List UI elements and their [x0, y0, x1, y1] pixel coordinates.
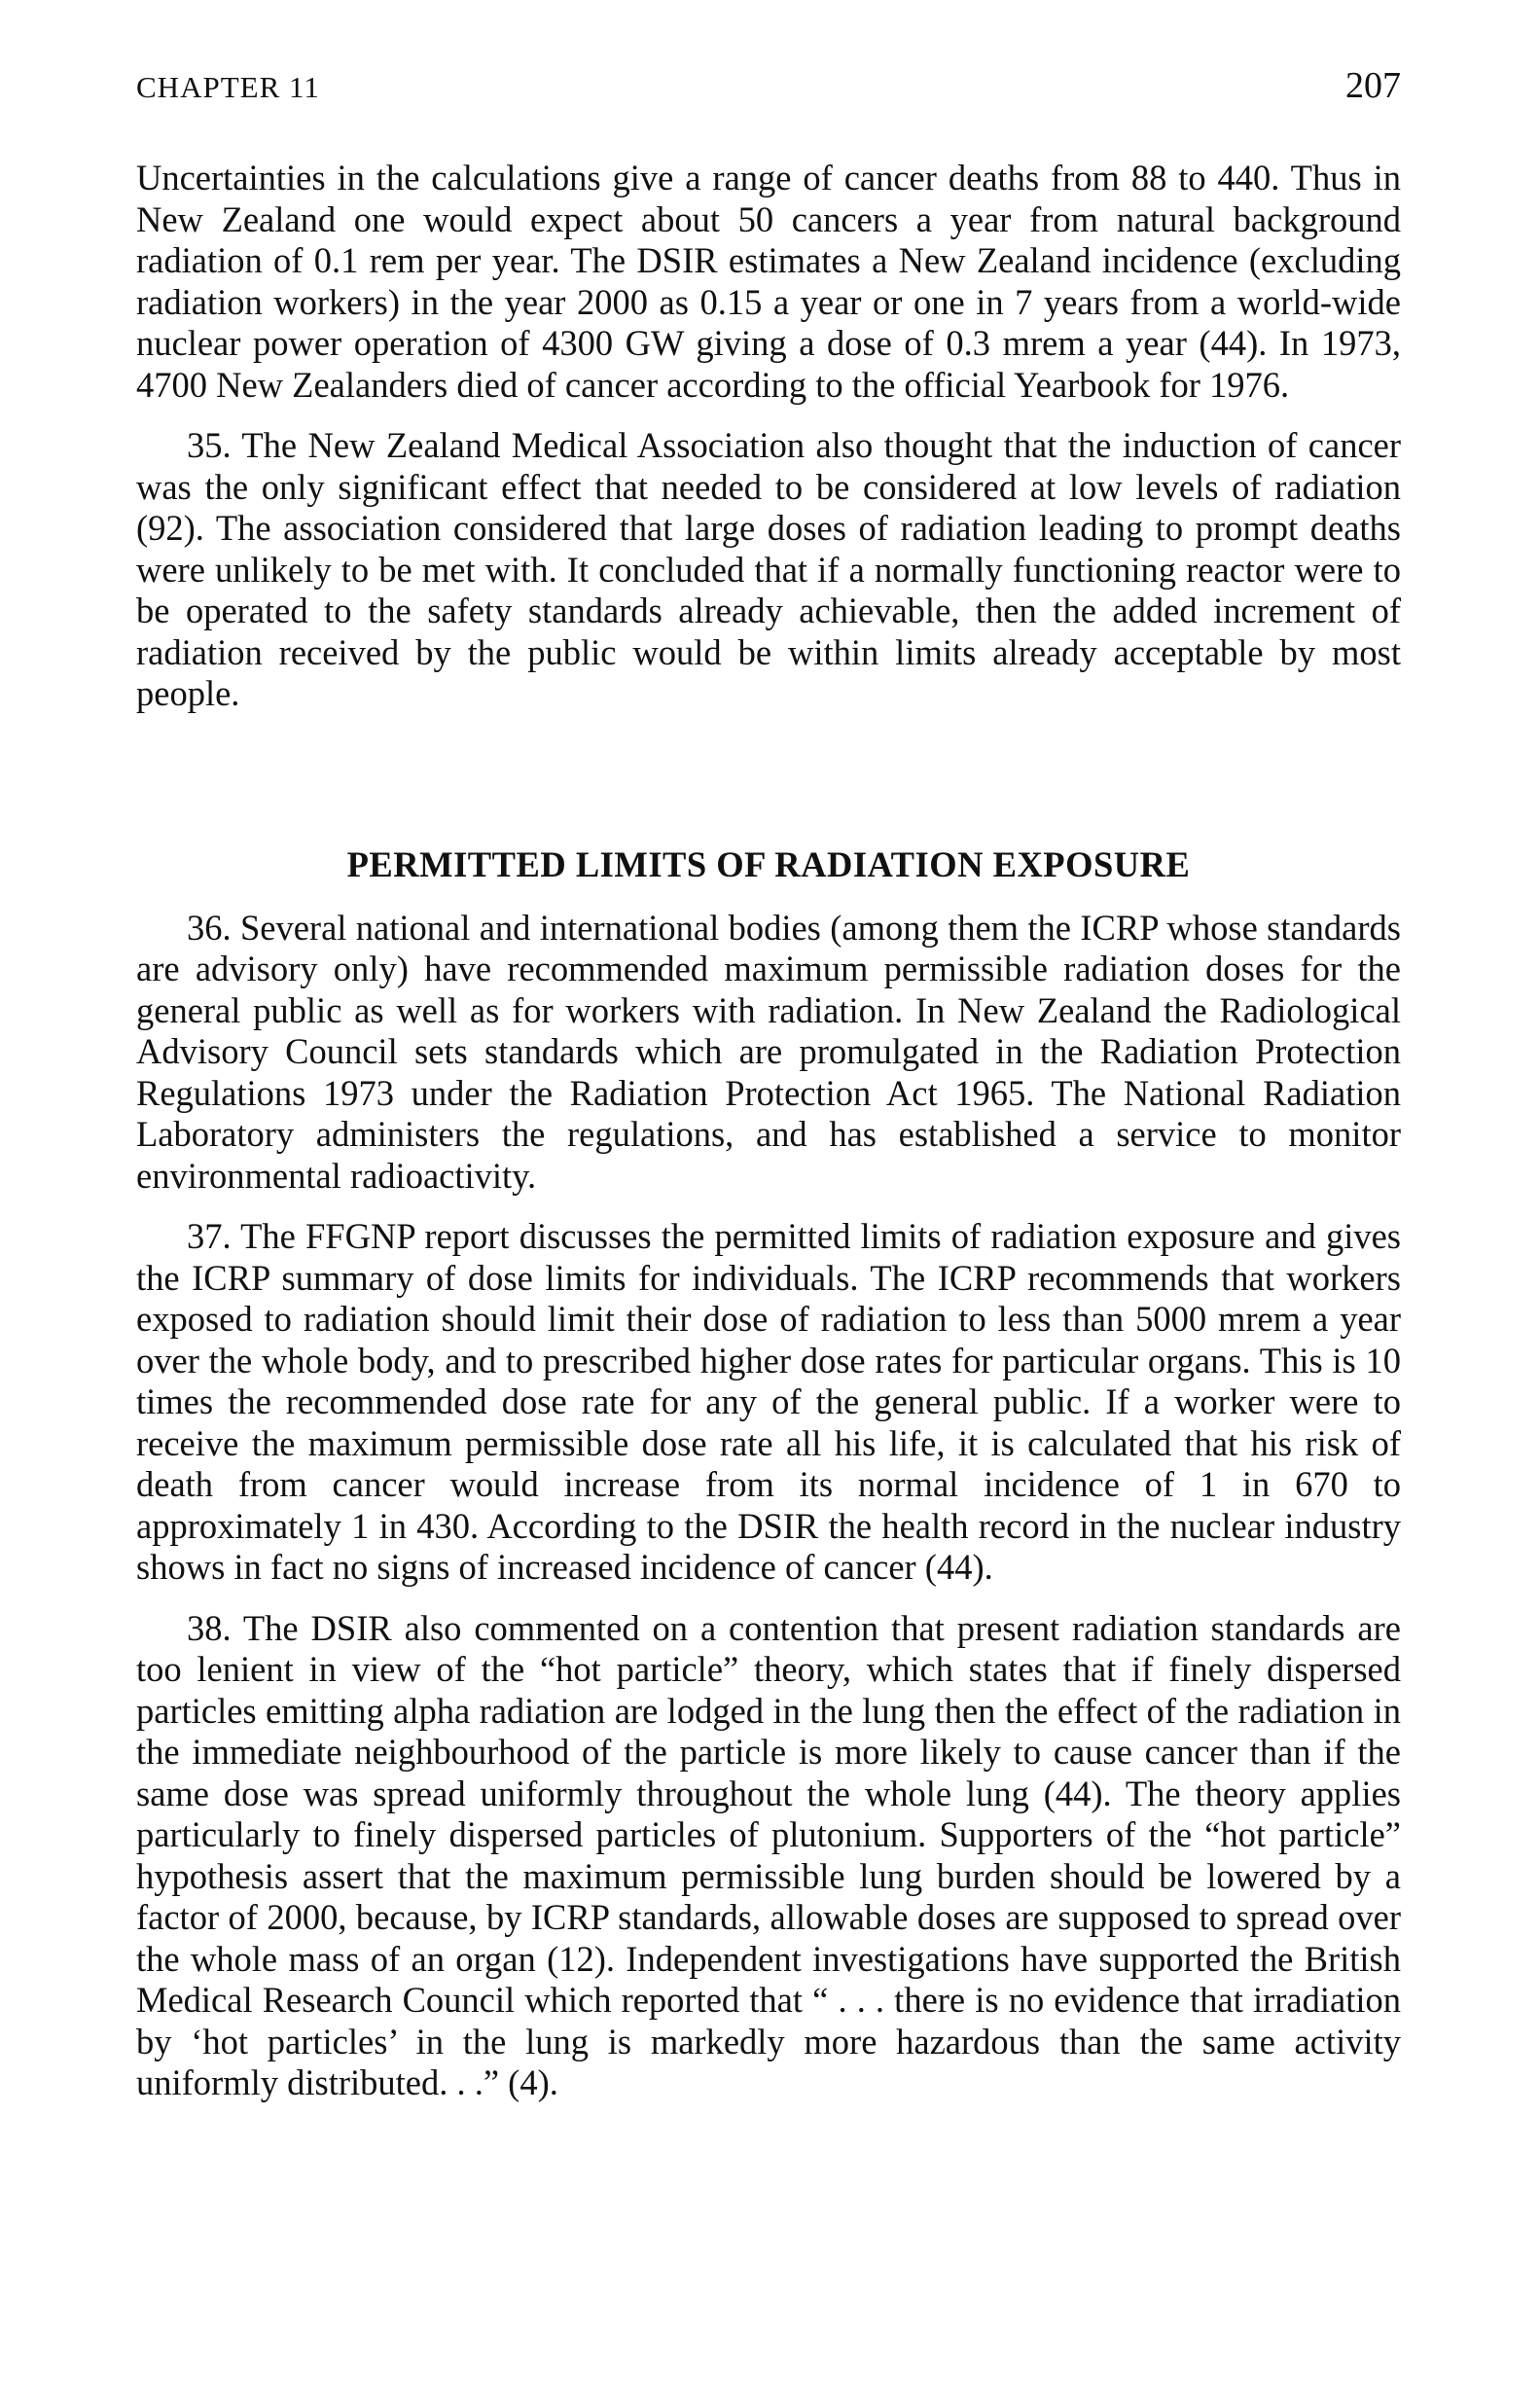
paragraph-35: 35. The New Zealand Medical Association also thought that the induction of cancer was the only significant effect that needed to be considered at low levels of radiation (92). The association considered that large doses of radiation leading to prompt deaths were unlikely to be met with. It concluded that if a normally functioning reactor were to be operated to the safety standards already achievable, then the added increment of radiation received by the public would be within limits already acceptable by most people. [136, 425, 1401, 713]
section-heading: PERMITTED LIMITS OF RADIATION EXPOSURE [346, 843, 1191, 884]
paragraph-34-continued: Uncertainties in the calculations give a range of cancer deaths from 88 to 440. Thus in New Zealand one would expect about 50 cancers a year from natural background radiation of 0.1 rem per year. The DSIR estimates a New Zealand incidence (excluding radiation workers) in the year 2000 as 0.15 a year or one in 7 years from a world-wide nuclear power operation of 4300 GW giving a dose of 0.3 mrem a year (44). In 1973, 4700 New Zealanders died of cancer according to the official Yearbook for 1976. [136, 158, 1401, 405]
running-header [136, 64, 1401, 123]
chapter-label: CHAPTER 11 [136, 70, 320, 104]
paragraph-38: 38. The DSIR also commented on a contention that present radiation standards are too lenient in view of the “hot particle” theory, which states that if finely dispersed particles emitting alpha radiation are lodged in the lung then the effect of the radiation in the immediate neighbourhood of the particle is more likely to cause cancer than if the same dose was spread uniformly throughout the whole lung (44). The theory applies particularly to finely dispersed particles of plutonium. Supporters of the “hot particle” hypothesis assert that the maximum permissible lung burden should be lowered by a factor of 2000, because, by ICRP standards, allowable doses are supposed to spread over the whole mass of an organ (12). Independent investigations have supported the British Medical Research Council which reported that “ . . . there is no evidence that irradiation by ‘hot particles’ in the lung is markedly more hazardous than the same activity uniformly distributed. . .” (4). [136, 1607, 1401, 2102]
page-number: 207 [1345, 65, 1401, 106]
body-text [136, 158, 1401, 2104]
paragraph-36: 36. Several national and international bodies (among them the ICRP whose standards are advisory only) have recommended maximum permissible radiation doses for the general public as well as for workers with radiation. In New Zealand the Radiological Advisory Council sets standards which are promulgated in the Radiation Protection Regulations 1973 under the Radiation Protection Act 1965. The National Radiation Laboratory administers the regulations, and has established a service to monitor environmental radioactivity. [136, 907, 1401, 1196]
paragraph-37: 37. The FFGNP report discusses the permitted limits of radiation exposure and gives the ICRP summary of dose limits for individuals. The ICRP recommends that workers exposed to radiation should limit their dose of radiation to less than 5000 mrem a year over the whole body, and to prescribed higher dose rates for particular organs. This is 10 times the recommended dose rate for any of the general public. If a worker were to receive the maximum permissible dose rate all his life, it is calculated that his risk of death from cancer would increase from its normal incidence of 1 in 670 to approximately 1 in 430. According to the DSIR the health record in the nuclear industry shows in fact no signs of increased incidence of cancer (44). [136, 1216, 1401, 1587]
